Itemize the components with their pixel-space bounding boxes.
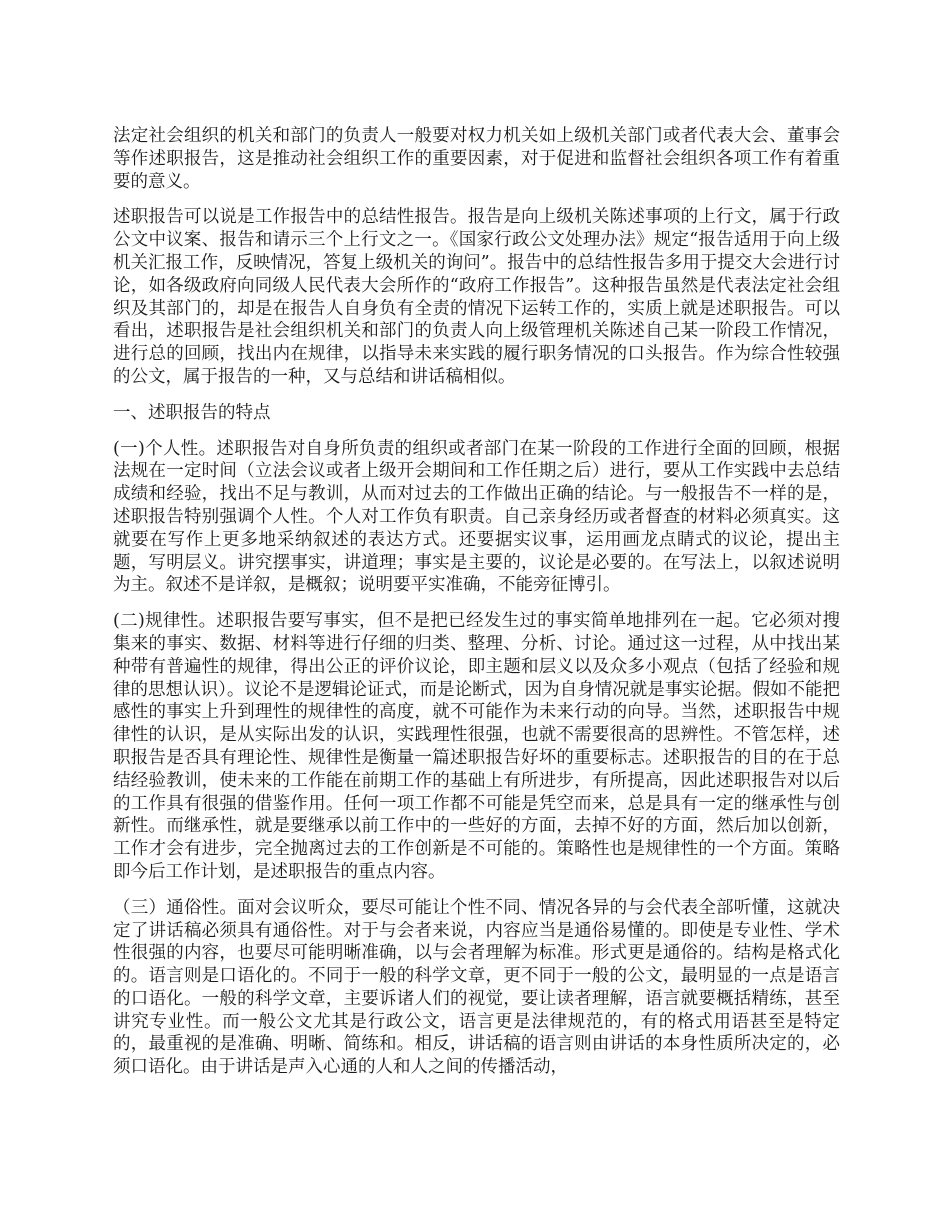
intro-paragraph: 法定社会组织的机关和部门的负责人一般要对权力机关如上级机关部门或者代表大会、董事会等作述职报告，这是推动社会组织工作的重要因素，对于促进和监督社会组织各项工作有着重要的意义。 xyxy=(113,126,840,192)
feature-personal-paragraph: (一)个人性。述职报告对自身所负责的组织或者部门在某一阶段的工作进行全面的回顾，根据法规在一定时间（立法会议或者上级开会期间和工作任期之后）进行，要从工作实践中去总结成绩和经验，找出不足与教训，从而对过去的工作做出正确的结论。与一般报告不一样的是，述职报告特别强调个人性。个人对工作负有职责。自己亲身经历或者督查的材料必须真实。这就要在写作上更多地采纳叙述的表达方式。还要据实议事，运用画龙点睛式的议论，提出主题，写明层义。讲究摆事实，讲道理；事实是主要的，议论是必要的。在写法上，以叙述说明为主。叙述不是详叙，是概叙；说明要平实准确，不能旁征博引。 xyxy=(113,438,840,596)
feature-regularity-paragraph: (二)规律性。述职报告要写事实，但不是把已经发生过的事实简单地排列在一起。它必须对搜集来的事实、数据、材料等进行仔细的归类、整理、分析、讨论。通过这一过程，从中找出某种带有普遍性的规律，得出公正的评价议论，即主题和层义以及众多小观点（包括了经验和规律的思想认识）。议论不是逻辑论证式，而是论断式，因为自身情况就是事实论据。假如不能把感性的事实上升到理性的规律性的高度，就不可能作为未来行动的向导。当然，述职报告中规律性的认识，是从实际出发的认识，实践理性很强，也就不需要很高的思辨性。不管怎样，述职报告是否具有理论性、规律性是衡量一篇述职报告好坏的重要标志。述职报告的目的在于总结经验教训，使未来的工作能在前期工作的基础上有所进步，有所提高，因此述职报告对以后的工作具有很强的借鉴作用。任何一项工作都不可能是凭空而来，总是具有一定的继承性与创新性。而继承性，就是要继承以前工作中的一些好的方面，去掉不好的方面，然后加以创新，工作才会有进步，完全抛离过去的工作创新是不可能的。策略性也是规律性的一个方面。策略即今后工作计划，是述职报告的重点内容。 xyxy=(113,611,840,882)
document-body xyxy=(113,125,840,1092)
feature-popular-paragraph: （三）通俗性。面对会议听众，要尽可能让个性不同、情况各异的与会代表全部听懂，这就决定了讲话稿必须具有通俗性。对于与会者来说，内容应当是通俗易懂的。即使是专业性、学术性很强的内容，也要尽可能明晰准确，以与会者理解为标准。形式更是通俗的。结构是格式化的。语言则是口语化的。不同于一般的科学文章，更不同于一般的公文，最明显的一点是语言的口语化。一般的科学文章，主要诉诸人们的视觉，要让读者理解，语言就要概括精练，甚至讲究专业性。而一般公文尤其是行政公文，语言更是法律规范的，有的格式用语甚至是特定的，最重视的是准确、明晰、简练和。相反，讲话稿的语言则由讲话的本身性质所决定的，必须口语化。由于讲话是声入心通的人和人之间的传播活动， xyxy=(113,897,840,1078)
definition-paragraph: 述职报告可以说是工作报告中的总结性报告。报告是向上级机关陈述事项的上行文，属于行政公文中议案、报告和请示三个上行文之一。《国家行政公文处理办法》规定“报告适用于向上级机关汇报工作，反映情况，答复上级机关的询问”。报告中的总结性报告多用于提交大会进行讨论，如各级政府向同级人民代表大会所作的“政府工作报告”。这种报告虽然是代表法定社会组织及其部门的，却是在报告人自身负有全责的情况下运转工作的，实质上就是述职报告。可以看出，述职报告是社会组织机关和部门的负责人向上级管理机关陈述自己某一阶段工作情况，进行总的回顾，找出内在规律，以指导未来实践的履行职务情况的口头报告。作为综合性较强的公文，属于报告的一种，又与总结和讲话稿相似。 xyxy=(113,207,840,387)
section-heading: 一、述职报告的特点 xyxy=(113,402,271,423)
